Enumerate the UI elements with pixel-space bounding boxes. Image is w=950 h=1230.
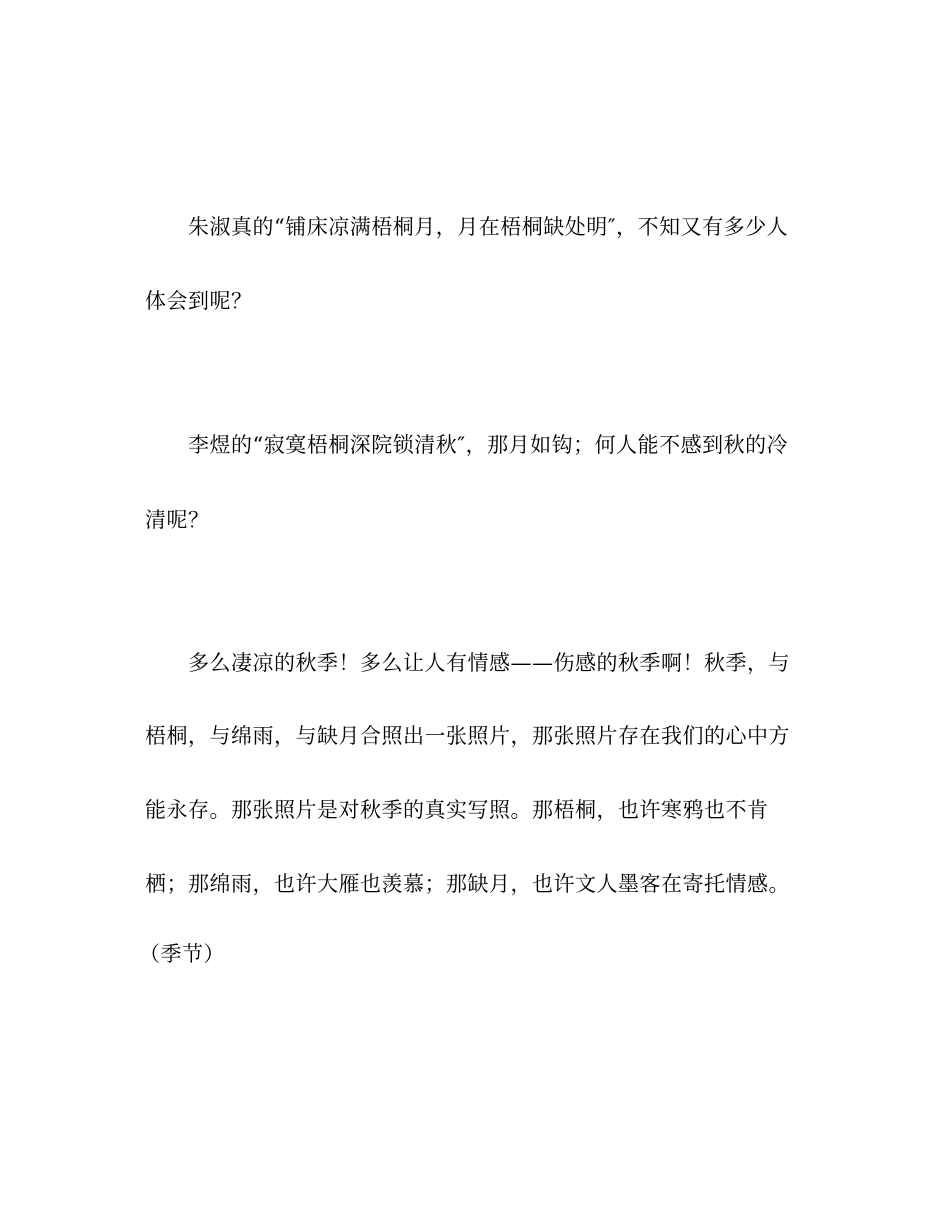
paragraph-line: 能永存。那张照片是对秋季的真实写照。那梧桐，也许寒鸦也不肯 xyxy=(145,798,769,822)
paragraph-line: 多么凄凉的秋季！多么让人有情感——伤感的秋季啊！秋季，与 xyxy=(188,651,790,675)
paragraph-line: 清呢？ xyxy=(145,508,210,532)
paragraph-line: 朱淑真的“铺床凉满梧桐月，月在梧桐缺处明″，不知又有多少人 xyxy=(188,215,789,239)
paragraph-line: 栖；那绵雨，也许大雁也羡慕；那缺月，也许文人墨客在寄托情感。 xyxy=(145,872,790,896)
paragraph-line: 梧桐，与绵雨，与缺月合照出一张照片，那张照片存在我们的心中方 xyxy=(145,724,790,748)
paragraph-line: 李煜的“寂寞梧桐深院锁清秋″，那月如钩；何人能不感到秋的冷 xyxy=(188,433,789,457)
paragraph-line: （季节） xyxy=(139,942,225,966)
paragraph-line: 体会到呢？ xyxy=(145,289,253,313)
